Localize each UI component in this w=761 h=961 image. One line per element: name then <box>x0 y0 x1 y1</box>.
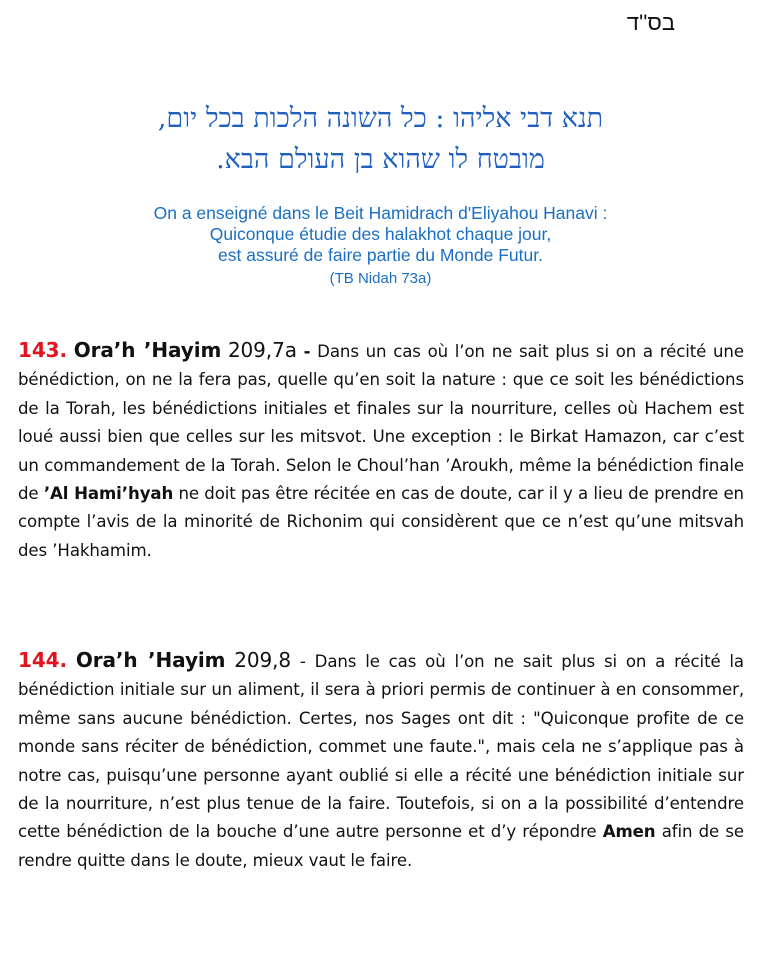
bsd-header: בס''ד <box>626 10 675 35</box>
reference-number: 209,8 <box>234 648 292 672</box>
halakha-number-dot: . <box>59 338 67 362</box>
halakha-text-continued: ne doit pas être récitée en cas de doute, car il y a lieu de prendre en compte l’avis de la minorité de Richonim qui considèrent que ce n’est qu’une mitsvah des ’Hakhamim. <box>18 484 744 560</box>
reference-title: Ora’h ’Hayim <box>75 648 226 672</box>
halakha-number: 144 <box>18 648 60 672</box>
french-line-1: On a enseigné dans le Beit Hamidrach d'Eliyahou Hanavi : <box>153 203 608 223</box>
halakha-paragraph-143 <box>18 336 744 565</box>
french-translation <box>0 203 761 289</box>
reference-separator: - <box>303 342 311 361</box>
halakha-paragraph-144 <box>18 646 744 875</box>
halakha-text-continued: afin de se rendre quitte dans le doute, mieux vaut le faire. <box>18 822 744 870</box>
reference-title: Ora’h ’Hayim <box>73 338 222 362</box>
quote-source: (TB Nidah 73a) <box>329 270 432 287</box>
hebrew-quote-line-2: מובטח לו שהוא בן העולם הבא. <box>216 144 545 175</box>
french-line-2: Quiconque étudie des halakhot chaque jour, <box>209 224 552 244</box>
hebrew-quote-line-1: תנא דבי אליהו : כל השונה הלכות בכל יום, <box>157 103 604 134</box>
french-line-3: est assuré de faire partie du Monde Futur. <box>218 245 543 265</box>
halakha-text: Dans le cas où l’on ne sait plus si on a récité la bénédiction initiale sur un aliment, il sera à priori permis de continuer à en consommer, même sans aucune bénédiction. Certes, nos Sages ont dit : "Quiconque profite de ce monde sans réciter de bénédiction, commet une faute.", mais cela ne s’applique pas à notre cas, puisqu’une personne ayant oublié si elle a récité une bénédiction initiale sur de la nourriture, n’est plus tenue de la faire. Toutefois, si on a la possibilité d’entendre cette bénédiction de la bouche d’une autre personne et d’y répondre <box>18 652 745 842</box>
halakha-text: Dans un cas où l’on ne sait plus si on a récité une bénédiction, on ne la fera pas, quelle qu’en soit la nature : que ce soit les bénédictions de la Torah, les bénédictions initiales et finales sur la nourriture, celles où Hachem est loué aussi bien que celles sur les mitsvot. Une exception : le Birkat Hamazon, car c’est un commandement de la Torah. Selon le Choul’han ’Aroukh, même la bénédiction finale de <box>18 342 744 504</box>
halakha-bold-term: Amen <box>602 822 656 842</box>
halakha-number: 143 <box>18 338 60 362</box>
hebrew-quote <box>0 98 761 180</box>
halakha-bold-term: ’Al Hami’hyah <box>43 484 174 504</box>
halakha-number-dot: . <box>59 648 67 672</box>
reference-separator: - <box>299 652 306 671</box>
reference-number: 209,7a <box>227 338 297 362</box>
